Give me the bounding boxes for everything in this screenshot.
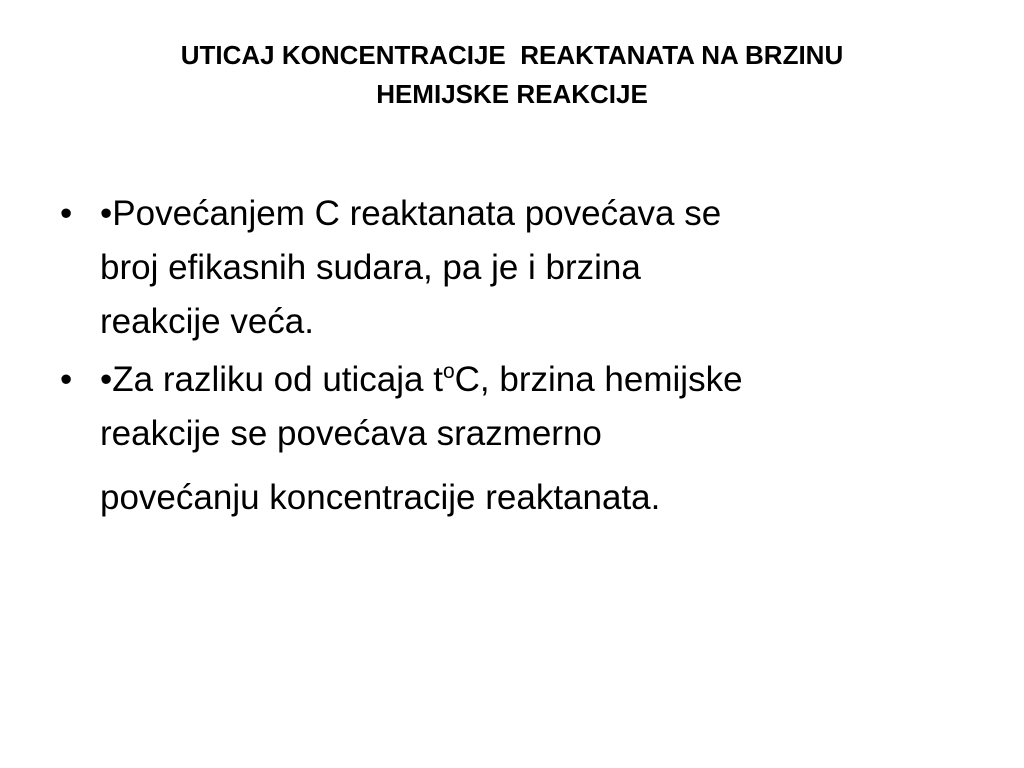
degree-superscript: o [442,360,455,383]
bullet-list [58,187,958,529]
bullet-2-line-2: reakcije se povećava srazmerno [100,414,602,453]
slide-title-line-1: UTICAJ KONCENTRACIJE REAKTANATA NA BRZINU [180,40,844,70]
bullet-marker: • [60,360,73,399]
slide-title [60,36,964,114]
bullet-2-text-after-sup: C, brzina hemijske [454,360,743,399]
bullet-2-text-before-sup: •Za razliku od uticaja t [100,360,443,399]
bullet-2-line-3: povećanju koncentracije reaktanata. [100,478,661,517]
bullet-1-line-1: •Povećanjem C reaktanata povećava se [100,194,722,233]
bullet-marker: • [60,194,73,233]
bullet-item-1 [58,187,958,349]
bullet-item-2 [58,353,958,525]
bullet-2-line-1 [100,353,958,407]
bullet-1-line-3: reakcije veća. [100,302,314,341]
slide-title-line-2: HEMIJSKE REAKCIJE [376,79,648,109]
bullet-1-line-2: broj efikasnih sudara, pa je i brzina [100,248,641,287]
